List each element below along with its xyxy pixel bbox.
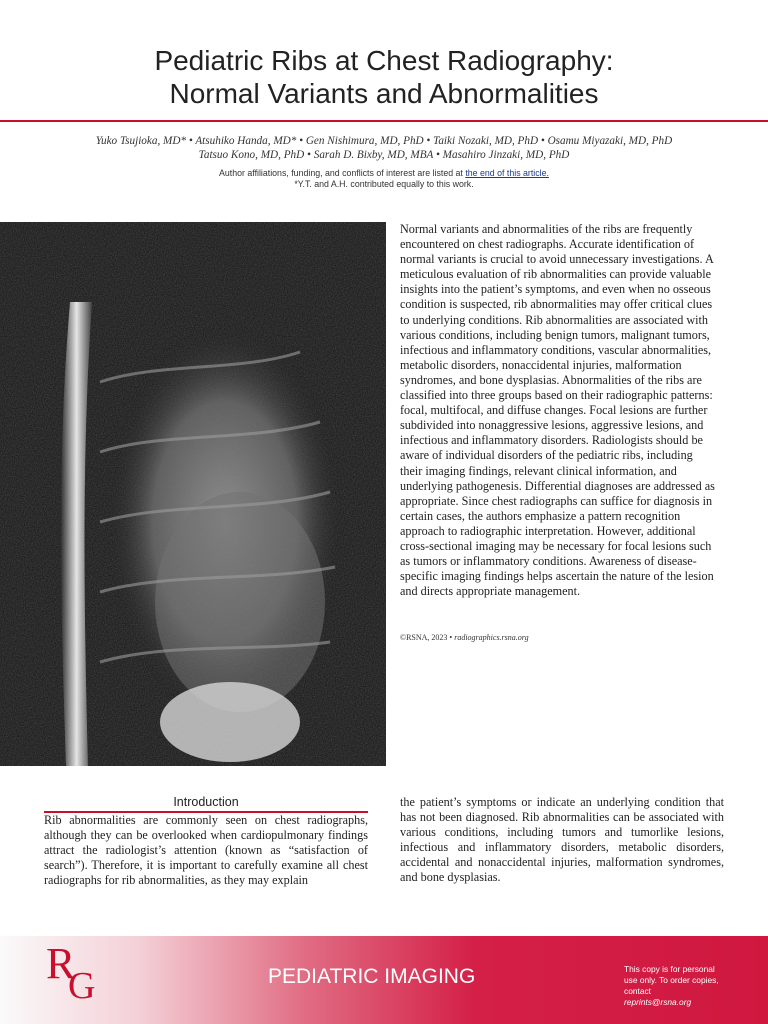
title-divider [0,120,768,122]
reprint-line-1: This copy is for personal [624,964,715,974]
title-line-1: Pediatric Ribs at Chest Radiography: [154,45,614,76]
copyright-line [400,633,529,642]
copyright-text: ©RSNA, 2023 • [400,633,455,642]
journal-site: radiographics.rsna.org [454,633,529,642]
affiliations-text: Author affiliations, funding, and conflicts of interest are listed at [219,168,466,178]
rg-logo [44,936,104,1004]
article-title [0,44,768,110]
introduction-heading: Introduction [173,795,239,809]
reprint-line-2: use only. To order copies, [624,975,719,985]
authors-line-2: Tatsuo Kono, MD, PhD • Sarah D. Bixby, MD, MBA • Masahiro Jinzaki, MD, PhD [198,149,570,161]
title-line-2: Normal Variants and Abnormalities [169,78,599,109]
equal-contribution-note: *Y.T. and A.H. contributed equally to this work. [294,179,474,189]
abstract-text: Normal variants and abnormalities of the ribs are frequently encountered on chest radiographs. Accurate identification of normal variants is crucial to avoid unnecessary investigations. A meticulous evaluation of rib abnormalities can provide valuable insights into the patient’s symptoms, and even when no osseous condition is suspected, rib abnormalities may offer critical clues to underlying conditions. Rib abnormalities are associated with various conditions, including benign tumors, malignant tumors, infectious and inflammatory conditions, vascular abnormalities, metabolic disorders, nonaccidental injuries, malformation syndromes, and bone dysplasias. Abnormalities of the ribs are classified into three groups based on their radiographic patterns: focal, multifocal, and diffuse changes. Focal lesions are further subdivided into nonaggressive lesions, aggressive lesions, and infectious and inflammatory disorders. Radiologists should be aware of individual disorders of the pediatric ribs, including their imaging findings, relevant clinical information, and underlying pathogenesis. Differential diagnoses are addressed as appropriate. Since chest radiographs can suffice for diagnosis in certain cases, the authors emphasize a pattern recognition approach to radiographic interpretation. However, additional cross-sectional imaging may be necessary for focal lesions such as tumors or inflammatory conditions. Awareness of disease-specific imaging findings helps ascertain the nature of the lesion and directs appropriate management. [400,222,715,599]
reprint-line-3: contact reprints@rsna.org [624,986,692,1007]
affiliations-link[interactable]: the end of this article. [465,168,549,178]
reprint-notice [624,964,744,1008]
affiliations-note [40,168,728,190]
introduction-column-2: the patient’s symptoms or indicate an underlying condition that has not been diagnosed. Rib abnormalities can be associated with various conditions, including tumors and tumorlike lesions, infectious and inflammatory disorders, metabolic disorders, accidental and nonaccidental injuries, malformation syndromes, and bone dysplasias. [400,795,724,885]
reprint-email[interactable]: reprints@rsna.org [624,997,692,1007]
mri-figure-image [0,222,386,766]
author-list [40,134,728,162]
authors-line-1: Yuko Tsujioka, MD* • Atsuhiko Handa, MD* • Gen Nishimura, MD, PhD • Taiki Nozaki, MD, PhD • Osamu Miyazaki, MD, PhD [95,135,673,147]
svg-text:R: R [46,939,76,988]
section-label: PEDIATRIC IMAGING [268,965,476,988]
introduction-column-1: Rib abnormalities are commonly seen on chest radiographs, although they can be overlooked when cardiopulmonary findings attract the radiologist’s attention (known as “satisfaction of search”). Therefore, it is important to carefully examine all chest radiographs for rib abnormalities, as they may explain [44,813,368,888]
svg-text:G: G [68,965,96,1004]
